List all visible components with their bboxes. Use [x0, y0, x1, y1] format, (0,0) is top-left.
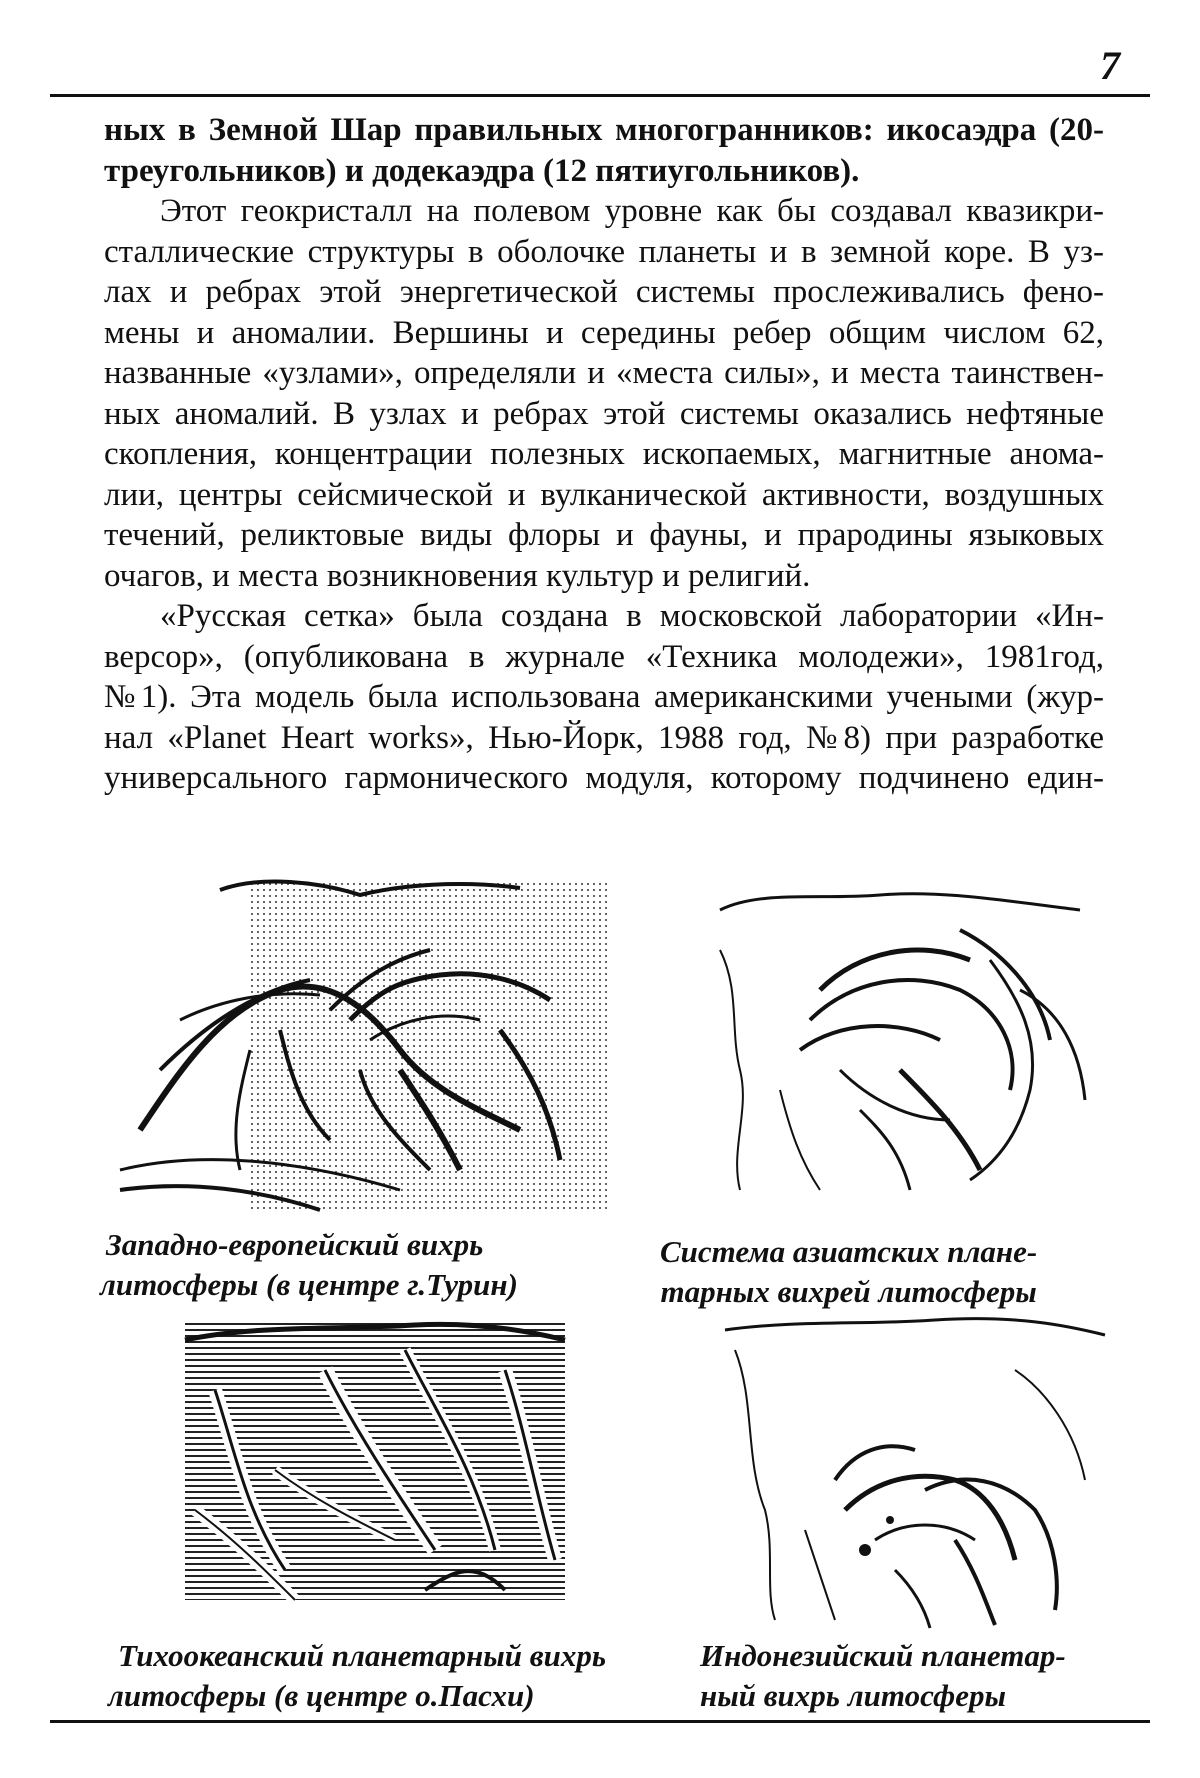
text-line: версор», (опубликована в журнале «Техника молодежи», 1981год, [104, 638, 1104, 675]
figure-asia [700, 870, 1100, 1220]
page-number: 7 [1100, 43, 1120, 88]
caption-indonesia [700, 1636, 1066, 1716]
text-line: Этот геокристалл на полевом уровне как бы создавал квазикри- [160, 193, 1104, 229]
text-line: мены и аномалии. Вершины и середины ребер общим числом 62, [104, 314, 1104, 351]
text-line: очагов, и места возникновения культур и религий. [104, 557, 811, 594]
caption-line: литосферы (в центре г.Турин) [100, 1267, 518, 1302]
text-line: сталлические структуры в оболочке планеты и в земной коре. В уз- [104, 233, 1104, 270]
figure-pacific [175, 1310, 575, 1610]
text-line: ных аномалий. В узлах и ребрах этой системы оказались нефтяные [104, 395, 1104, 432]
caption-line: Система азиатских плане- [660, 1234, 1038, 1269]
text-line: треугольников) и додекаэдра (12 пятиугольников). [104, 152, 860, 189]
lead-paragraph [104, 110, 1104, 191]
text-line: универсального гармонического модуля, которому подчинено един- [104, 760, 1104, 796]
vortex-map-asia [700, 870, 1100, 1220]
caption-line: литосферы (в центре о.Пасхи) [108, 1678, 535, 1713]
text-line: №1). Эта модель была использована американскими учеными (жур- [104, 679, 1104, 715]
paragraph-geocrystal [104, 191, 1104, 596]
caption-west-europe [100, 1225, 518, 1305]
caption-line: ный вихрь литосферы [700, 1678, 1007, 1713]
vortex-map-pacific [175, 1310, 575, 1610]
text-line: лах и ребрах этой энергетической системы прослеживались фено- [104, 274, 1104, 310]
caption-asia [660, 1232, 1037, 1312]
text-line: лии, центры сейсмической и вулканической активности, воздушных [104, 476, 1104, 513]
vortex-map-west-europe [100, 870, 620, 1220]
caption-line: Индонезийский планетар- [700, 1638, 1066, 1673]
caption-line: Западно-европейский вихрь [106, 1227, 484, 1262]
vortex-map-indonesia [715, 1310, 1115, 1630]
footer-rule [50, 1720, 1150, 1723]
caption-line: тарных вихрей литосферы [660, 1274, 1037, 1309]
figure-west-europe [100, 870, 620, 1220]
paragraph-russian-grid [104, 596, 1104, 799]
text-line: течений, реликтовые виды флоры и фауны, и прародины языковых [104, 517, 1104, 553]
caption-line: Тихоокеанский планетарный вихрь [118, 1638, 607, 1673]
caption-pacific [108, 1636, 606, 1716]
text-line: «Русская сетка» была создана в московской лаборатории «Ин- [160, 598, 1104, 634]
body-text [104, 110, 1104, 799]
figure-indonesia [715, 1310, 1115, 1630]
text-line: ных в Земной Шар правильных многогранников: икосаэдра (20- [104, 112, 1104, 148]
header-rule [50, 94, 1150, 97]
text-line: нал «Planet Heart works», Нью-Йорк, 1988 год, №8) при разработке [104, 719, 1104, 756]
text-line: скопления, концентрации полезных ископаемых, магнитные анома- [104, 436, 1104, 472]
text-line: названные «узлами», определяли и «места силы», и места таинствен- [104, 355, 1104, 391]
